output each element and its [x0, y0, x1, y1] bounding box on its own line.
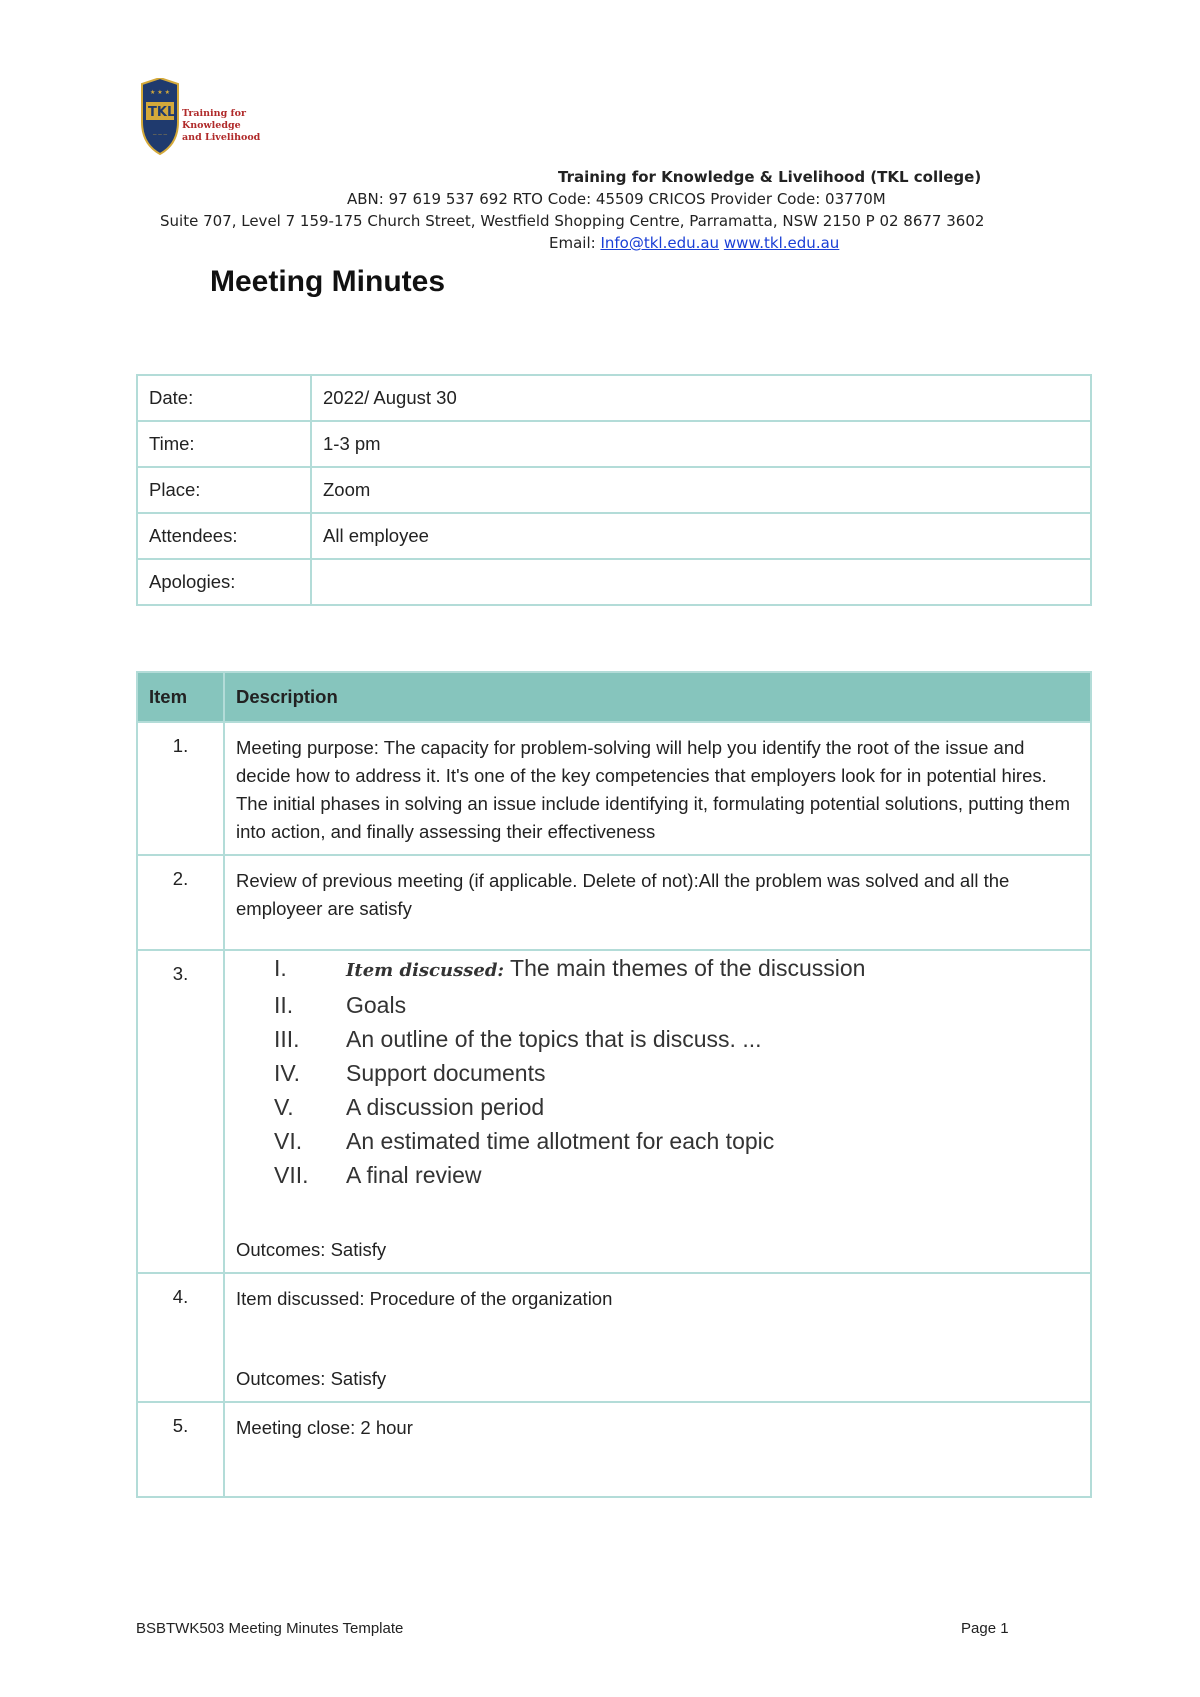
- college-logo: [140, 78, 285, 178]
- list-numeral: VI.: [274, 1128, 303, 1154]
- list-item: [236, 951, 1079, 988]
- list-text: Support documents: [346, 1060, 546, 1086]
- table-row: [137, 855, 1091, 950]
- table-row: [137, 513, 1091, 559]
- date-label: Date:: [137, 375, 311, 421]
- time-label: Time:: [137, 421, 311, 467]
- description-column-header: Description: [224, 672, 1091, 722]
- date-value: 2022/ August 30: [311, 375, 1091, 421]
- footer-document-name: BSBTWK503 Meeting Minutes Template: [136, 1620, 404, 1637]
- website-link[interactable]: www.tkl.edu.au: [723, 234, 840, 252]
- table-row: [137, 559, 1091, 605]
- list-text: An estimated time allotment for each topic: [346, 1128, 775, 1154]
- agenda-items-table: [136, 671, 1092, 1498]
- list-item: [236, 1022, 1079, 1056]
- item-number: 2.: [137, 855, 224, 950]
- logo-wordmark: [182, 108, 260, 144]
- item-discussed-label: Item discussed:: [346, 960, 505, 981]
- item-description: [224, 1273, 1091, 1402]
- logo-badge-text: TKL: [148, 105, 176, 120]
- list-text: An outline of the topics that is discuss. ...: [346, 1026, 762, 1052]
- list-numeral: I.: [274, 955, 287, 981]
- meeting-info-table: [136, 374, 1092, 606]
- org-abn-line: ABN: 97 619 537 692 RTO Code: 45509 CRICOS Provider Code: 03770M: [347, 190, 886, 208]
- list-item: [236, 1124, 1079, 1158]
- item-text: Item discussed: Procedure of the organization: [236, 1288, 613, 1309]
- apologies-label: Apologies:: [137, 559, 311, 605]
- item-number: 3.: [137, 950, 224, 1273]
- list-text: A final review: [346, 1162, 482, 1188]
- logo-line: Knowledge: [182, 120, 241, 131]
- item-number: 5.: [137, 1402, 224, 1497]
- discussion-list: [236, 951, 1079, 1192]
- email-link[interactable]: Info@tkl.edu.au: [600, 234, 720, 252]
- list-text: A discussion period: [346, 1094, 545, 1120]
- table-row: [137, 375, 1091, 421]
- attendees-value: All employee: [311, 513, 1091, 559]
- footer-page-number: Page 1: [961, 1620, 1009, 1637]
- svg-text:★ ★ ★: ★ ★ ★: [150, 89, 170, 96]
- org-name: Training for Knowledge & Livelihood (TKL college): [558, 168, 982, 186]
- list-numeral: III.: [274, 1026, 300, 1052]
- list-numeral: V.: [274, 1094, 294, 1120]
- list-numeral: VII.: [274, 1162, 309, 1188]
- list-item: [236, 988, 1079, 1022]
- table-row: [137, 1402, 1091, 1497]
- time-value: 1-3 pm: [311, 421, 1091, 467]
- logo-line: Training for: [182, 108, 246, 119]
- logo-line: and Livelihood: [182, 132, 261, 143]
- list-numeral: II.: [274, 992, 294, 1018]
- list-item: [236, 1056, 1079, 1090]
- outcome-text: Outcomes: Satisfy: [236, 1368, 387, 1389]
- list-item: [236, 1158, 1079, 1192]
- org-contact-line: [549, 234, 1200, 252]
- list-numeral: IV.: [274, 1060, 301, 1086]
- list-text: Goals: [346, 992, 407, 1018]
- org-address-line: Suite 707, Level 7 159-175 Church Street, Westfield Shopping Centre, Parramatta, NSW 2150 P 02 8677 3602: [160, 212, 985, 230]
- email-label: Email:: [549, 234, 596, 252]
- list-item: [236, 1090, 1079, 1124]
- table-row: [137, 467, 1091, 513]
- page-title: Meeting Minutes: [210, 265, 446, 298]
- table-row: [137, 1273, 1091, 1402]
- outcome-text: Outcomes: Satisfy: [236, 1239, 387, 1260]
- svg-text:— — —: — — —: [152, 132, 168, 137]
- attendees-label: Attendees:: [137, 513, 311, 559]
- table-row: [137, 950, 1091, 1273]
- item-description: [224, 950, 1091, 1273]
- table-row: [137, 421, 1091, 467]
- table-header-row: [137, 672, 1091, 722]
- item-column-header: Item: [137, 672, 224, 722]
- item-number: 4.: [137, 1273, 224, 1402]
- apologies-value: [311, 559, 1091, 605]
- item-description: Meeting close: 2 hour: [224, 1402, 1091, 1497]
- place-label: Place:: [137, 467, 311, 513]
- item-number: 1.: [137, 722, 224, 855]
- item-description: Meeting purpose: The capacity for problem-solving will help you identify the root of the issue and decide how to address it. It's one of the key competencies that employers look for in potential hires. The initial phases in solving an issue include identifying it, formulating potential solutions, putting them into action, and finally assessing their effectiveness: [224, 722, 1091, 855]
- place-value: Zoom: [311, 467, 1091, 513]
- table-row: [137, 722, 1091, 855]
- list-text: The main themes of the discussion: [510, 955, 866, 981]
- item-description: Review of previous meeting (if applicable. Delete of not):All the problem was solved and all the employeer are satisfy: [224, 855, 1091, 950]
